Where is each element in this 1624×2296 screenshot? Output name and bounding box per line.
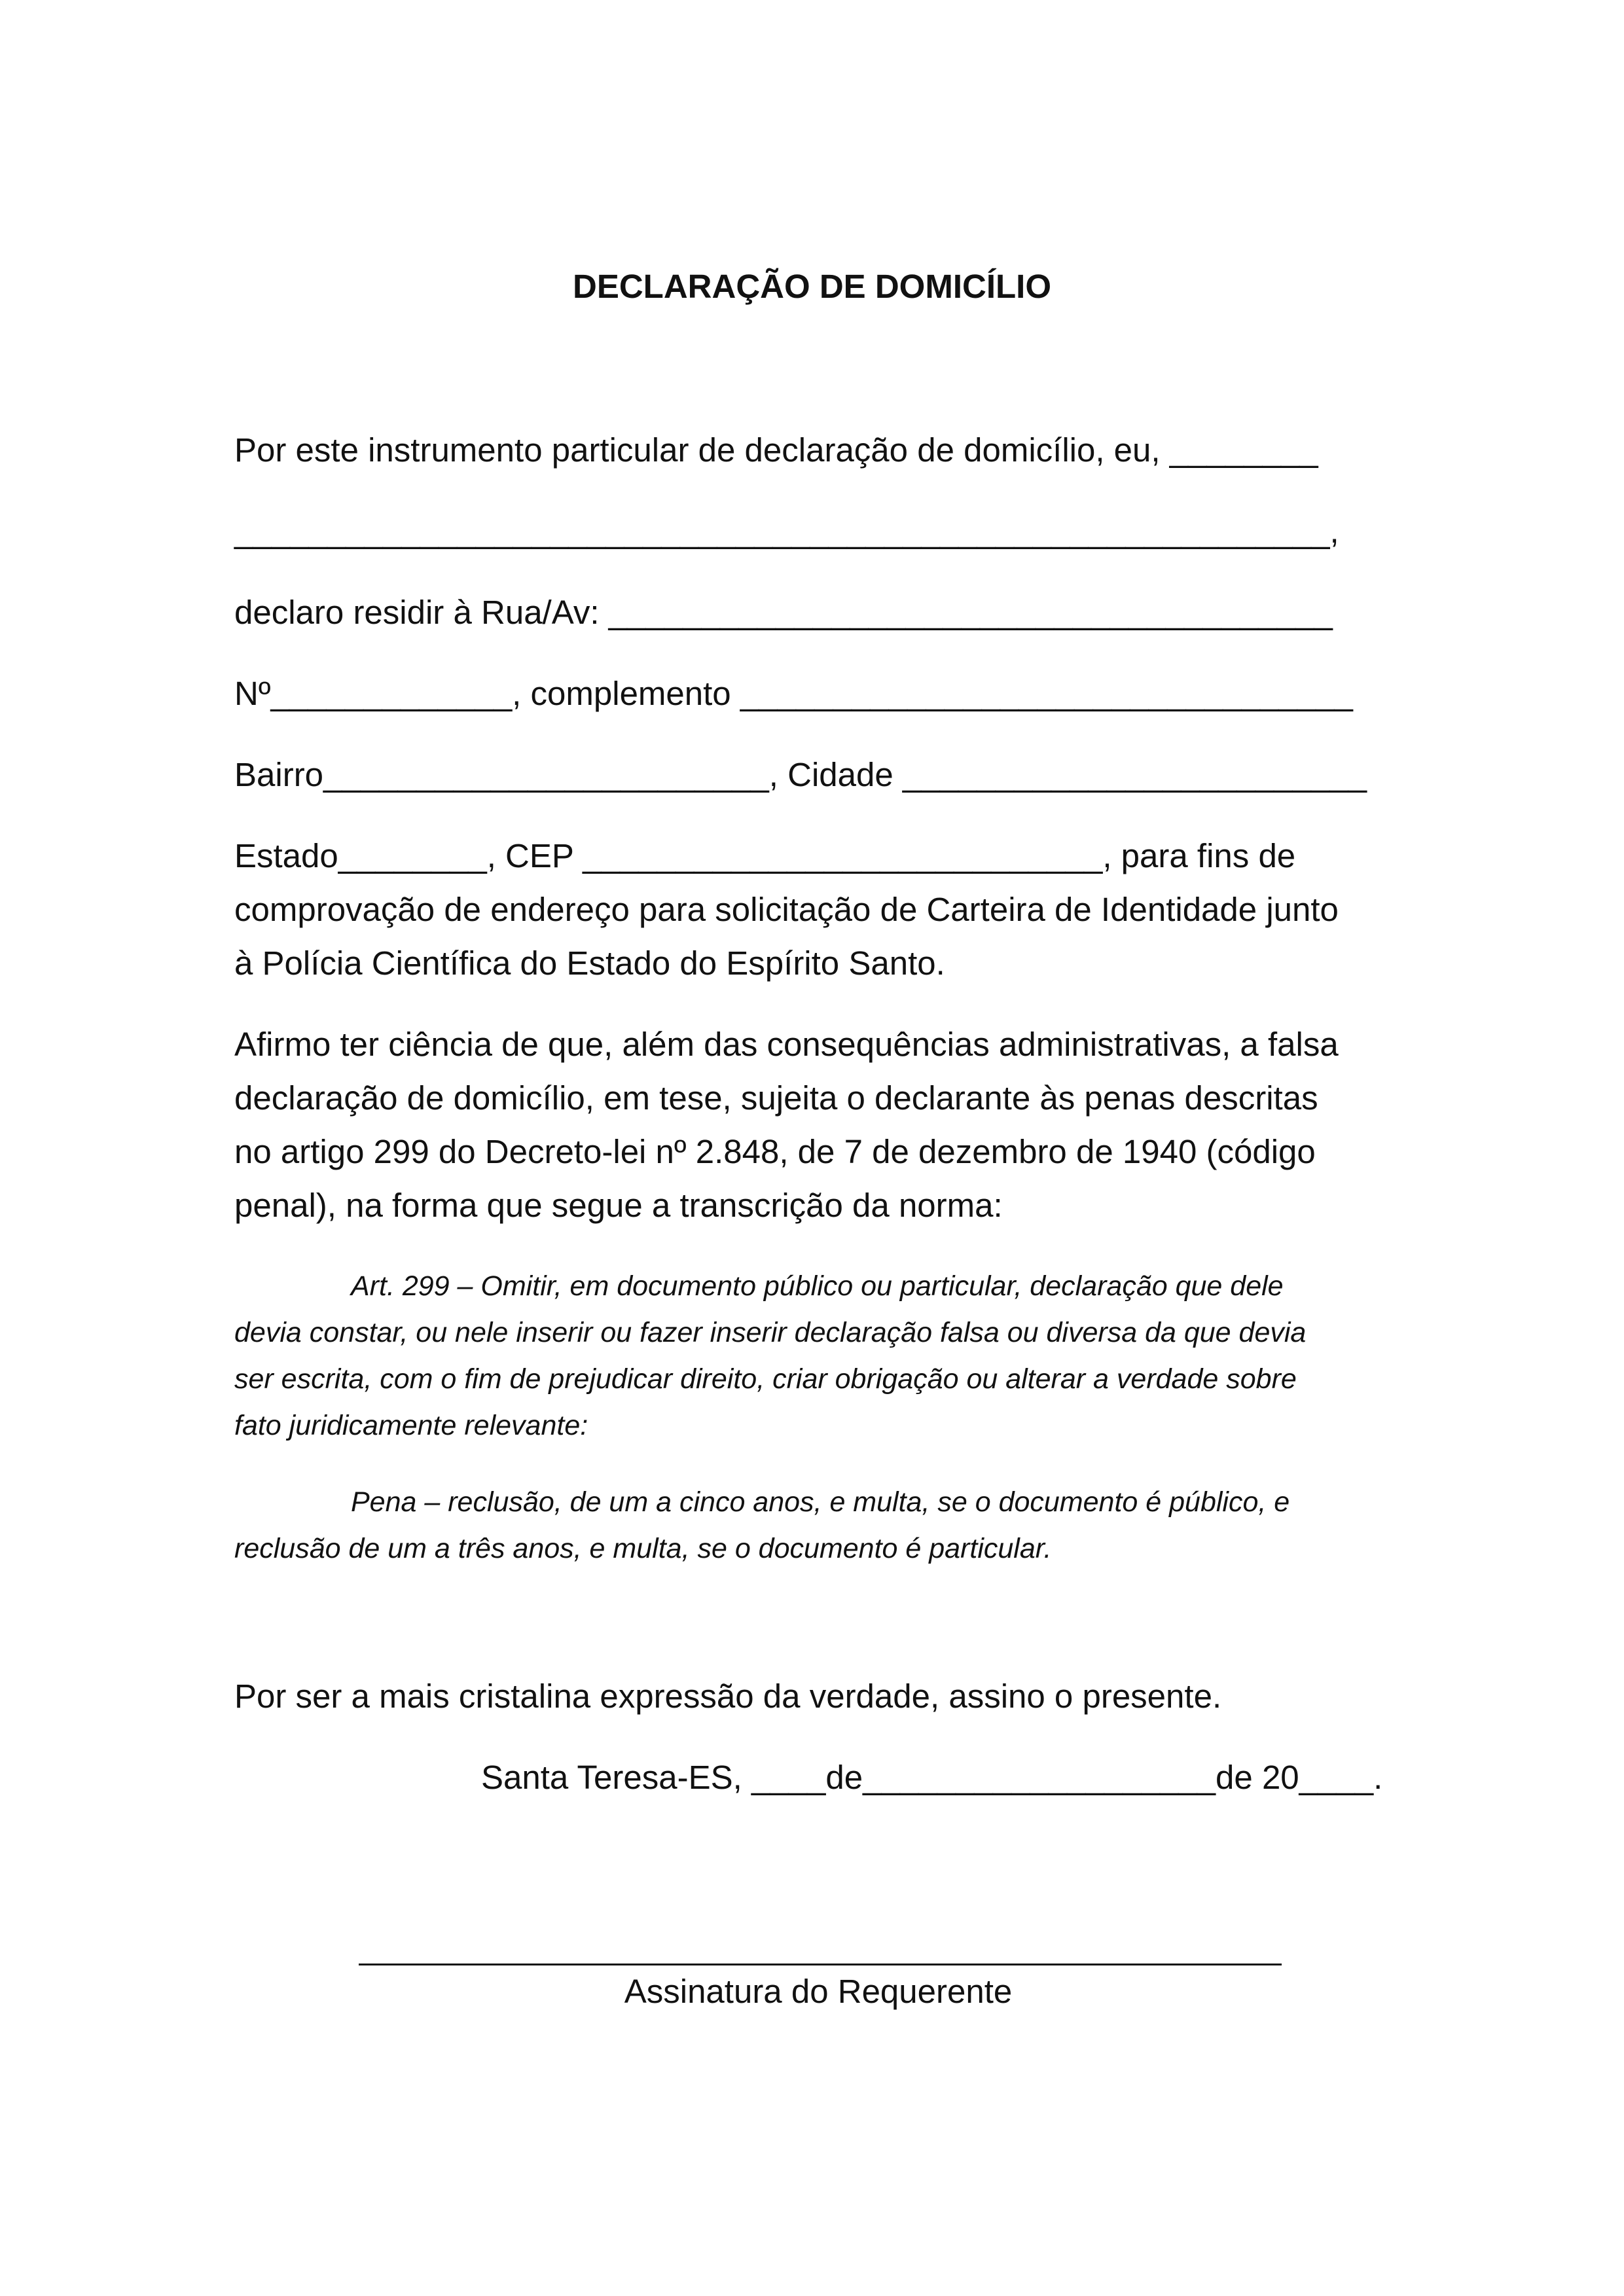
awareness-line-3: no artigo 299 do Decreto-lei nº 2.848, de 7 de dezembro de 1940 (código <box>234 1133 1316 1170</box>
law-quote-line-1: Art. 299 – Omitir, em documento público ou particular, declaração que dele <box>351 1270 1284 1302</box>
address-street-line: declaro residir à Rua/Av: _______________________________________ <box>234 594 1333 631</box>
penalty-quote-line-1: Pena – reclusão, de um a cinco anos, e multa, se o documento é público, e <box>351 1486 1290 1518</box>
purpose-line-2: à Polícia Científica do Estado do Espírito Santo. <box>234 944 945 982</box>
address-neighborhood-line: Bairro________________________, Cidade _________________________ <box>234 756 1367 793</box>
purpose-line-1: comprovação de endereço para solicitação de Carteira de Identidade junto <box>234 891 1339 928</box>
awareness-line-4: penal), na forma que segue a transcrição da norma: <box>234 1187 1003 1224</box>
signature-label: Assinatura do Requerente <box>624 1973 1013 2010</box>
law-quote-line-4: fato juridicamente relevante: <box>234 1410 588 1441</box>
law-quote-line-2: devia constar, ou nele inserir ou fazer inserir declaração falsa ou diversa da que devia <box>234 1317 1307 1348</box>
declaration-line-1: Por este instrumento particular de declaração de domicílio, eu, ________ <box>234 431 1318 469</box>
declaration-line-2: ___________________________________________________________, <box>234 512 1339 550</box>
awareness-line-2: declaração de domicílio, em tese, sujeita o declarante às penas descritas <box>234 1079 1318 1117</box>
document-title: DECLARAÇÃO DE DOMICÍLIO <box>573 268 1051 305</box>
address-state-line: Estado________, CEP ____________________________, para fins de <box>234 837 1296 874</box>
penalty-quote-line-2: reclusão de um a três anos, e multa, se o documento é particular. <box>234 1533 1052 1564</box>
awareness-line-1: Afirmo ter ciência de que, além das consequências administrativas, a falsa <box>234 1026 1339 1063</box>
law-quote-line-3: ser escrita, com o fim de prejudicar direito, criar obrigação ou alterar a verdade sobre <box>234 1363 1297 1395</box>
signature-line <box>359 1964 1282 1965</box>
address-number-line: Nº_____________, complemento _________________________________ <box>234 675 1353 712</box>
closing-statement: Por ser a mais cristalina expressão da verdade, assino o presente. <box>234 1677 1222 1715</box>
date-line: Santa Teresa-ES, ____de___________________de 20____. <box>481 1759 1383 1796</box>
